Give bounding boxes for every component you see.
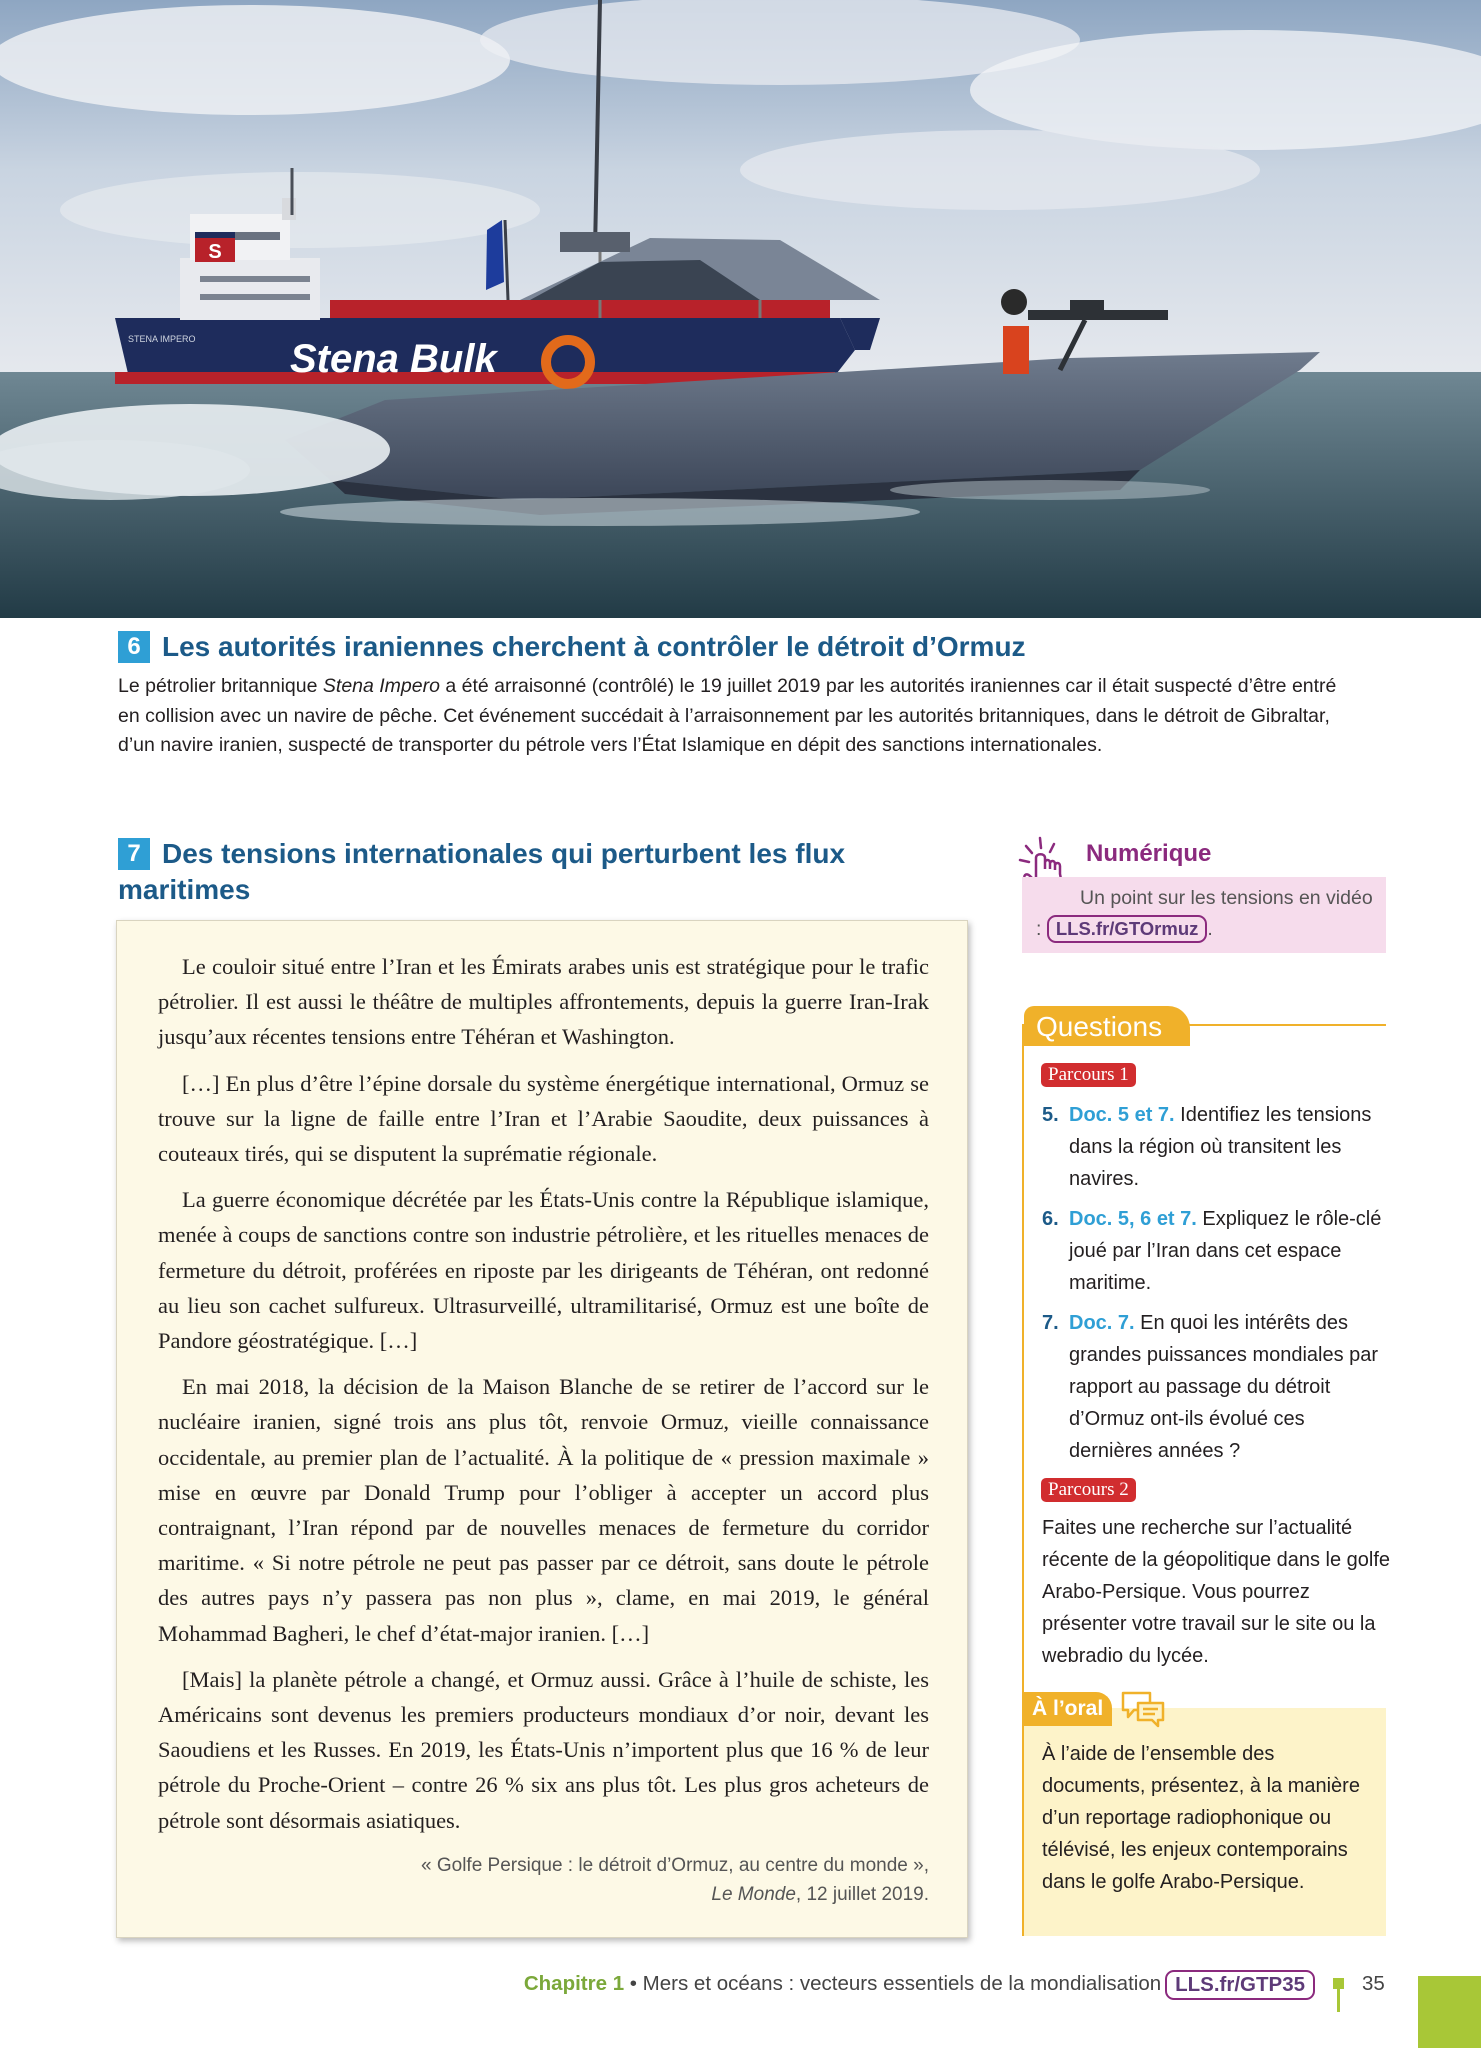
doc6-caption <box>118 672 1348 761</box>
page-footer <box>0 1964 1481 2004</box>
questions-top-border <box>1180 1024 1386 1026</box>
parcours-2-text: Faites une recherche sur l’actualité récente de la géopolitique dans le golfe Arabo-Persique. Vous pourrez présenter votre travail sur le site ou la webradio du lycée. <box>1042 1517 1391 1667</box>
doc6-caption-end: a été arraisonné (contrôlé) le 19 juillet 2019 par les autorités iraniennes car il était suspecté d’être entré en collision avec un navire de pêche. Cet événement succédait à l’arraisonnement par les autorités britanniques, dans le détroit de Gibraltar, d’un navire iranien, suspecté de transporter du pétrole vers l’État Islamique en dépit des sanctions internationales. <box>118 675 1337 756</box>
page-corner-tab <box>1418 1976 1481 2048</box>
footer-marker-line <box>1337 1989 1340 2012</box>
doc7-heading <box>118 836 918 908</box>
doc6-caption-ship-name: Stena Impero <box>322 675 440 697</box>
hero-photo <box>0 0 1481 618</box>
article-paragraph: En mai 2018, la décision de la Maison Blanche de se retirer de l’accord sur le nucléaire iranien, signé trois ans plus tôt, renvoie Ormuz, vieille connaissance occidentale, au premier plan de l’actualité. À la politique de « pression maximale » mise en œuvre par Donald Trump pour l’obliger à accepter un accord plus contraignant, l’Iran répond par de nouvelles menaces de fermeture du corridor maritime. « Si notre pétrole ne peut pas passer par ce détroit, sans doute le pétrole des autres pays n’y passera pas non plus », clame, en mai 2019, le général Mohammad Bagheri, le chef d’état-major iranien. […] <box>158 1374 929 1646</box>
numerique-sentence: Un point sur les tensions en vidéo : <box>1036 887 1373 940</box>
footer-marker <box>1333 1978 1344 1989</box>
source-publication <box>421 1880 929 1909</box>
footer-link[interactable]: LLS.fr/GTP35 <box>1165 1970 1315 2000</box>
question-item <box>1042 1307 1387 1467</box>
video-link[interactable]: LLS.fr/GTOrmuz <box>1047 915 1208 943</box>
doc6-title: Les autorités iraniennes cherchent à contrôler le détroit d’Ormuz <box>162 631 1026 662</box>
questions-list <box>1042 1099 1387 1475</box>
oral-tab: À l’oral <box>1024 1692 1112 1726</box>
doc6-number-badge: 6 <box>118 631 150 663</box>
article-paragraph: La guerre économique décrétée par les États-Unis contre la République islamique, menée à coups de sanctions contre son industrie pétrolière, et les rituelles menaces de fermeture du détroit, proférées en riposte par les dirigeants de Téhéran, ont redonné au lieu son cachet sulfureux. Ultrasurveillé, ultramilitarisé, Ormuz est une boîte de Pandore géostratégique. […] <box>158 1187 929 1354</box>
footer-chapter-line <box>524 1964 1315 2004</box>
question-doc-ref: Doc. 7. <box>1069 1312 1135 1334</box>
question-item <box>1042 1099 1387 1195</box>
question-number: 7. <box>1042 1312 1059 1334</box>
numerique-text <box>1036 883 1381 945</box>
source-journal: Le Monde <box>711 1884 796 1905</box>
speech-bubbles-icon <box>1120 1690 1166 1728</box>
parcours-1-badge: Parcours 1 <box>1041 1063 1136 1087</box>
doc6-caption-start: Le pétrolier britannique <box>118 675 323 697</box>
tanker-and-patrol-boat-image <box>0 0 1481 618</box>
doc7-title: Des tensions internationales qui perturbent les flux maritimes <box>118 838 846 905</box>
question-item <box>1042 1203 1387 1299</box>
tanker-hull-name: STENA IMPERO <box>128 334 196 344</box>
questions-tab: Questions <box>1024 1006 1190 1046</box>
question-text: Identifiez les tensions dans la région où transitent les navires. <box>1069 1104 1372 1190</box>
question-doc-ref: Doc. 5, 6 et 7. <box>1069 1208 1197 1230</box>
source-title: « Golfe Persique : le détroit d’Ormuz, au centre du monde », <box>421 1855 929 1876</box>
footer-separator: • <box>624 1972 643 1995</box>
doc6-heading <box>118 630 1368 664</box>
question-doc-ref: Doc. 5 et 7. <box>1069 1104 1175 1126</box>
question-number: 5. <box>1042 1104 1059 1126</box>
article-paragraph: [Mais] la planète pétrole a changé, et Ormuz aussi. Grâce à l’huile de schiste, les Américains sont devenus les premiers producteurs mondiaux d’or noir, devant les Saoudiens et les Russes. En 2019, les États-Unis n’importent plus que 16 % de leur pétrole du Proche-Orient – contre 26 % six ans plus tôt. Les plus gros acheteurs de pétrole sont désormais asiatiques. <box>158 1666 929 1833</box>
page-number: 35 <box>1362 1972 1385 1995</box>
numerique-title: Numérique <box>1086 840 1212 867</box>
doc7-article-box <box>116 920 968 1938</box>
oral-text: À l’aide de l’ensemble des documents, présentez, à la manière d’un reportage radiophonique ou télévisé, les enjeux contemporains dans le golfe Arabo-Persique. <box>1042 1743 1360 1893</box>
question-text: En quoi les intérêts des grandes puissances mondiales par rapport au passage du détroit d’Ormuz ont-ils évolué ces dernières années ? <box>1069 1312 1379 1462</box>
funnel-letter: S <box>208 241 222 263</box>
article-paragraph: Le couloir situé entre l’Iran et les Émirats arabes unis est stratégique pour le trafic pétrolier. Il est aussi le théâtre de multiples affrontements, depuis la guerre Iran-Irak jusqu’aux récentes tensions entre Téhéran et Washington. <box>158 954 929 1050</box>
numerique-end: . <box>1207 918 1213 940</box>
source-date: , 12 juillet 2019. <box>795 1884 929 1905</box>
parcours-2-badge: Parcours 2 <box>1041 1478 1136 1502</box>
footer-chapter-title: Mers et océans : vecteurs essentiels de la mondialisation <box>642 1972 1162 1995</box>
footer-chapter: Chapitre 1 <box>523 1972 625 1995</box>
article-source <box>421 1851 929 1909</box>
question-number: 6. <box>1042 1208 1059 1230</box>
article-paragraph: […] En plus d’être l’épine dorsale du système énergétique international, Ormuz se trouve sur la ligne de faille entre l’Iran et l’Arabie Saoudite, deux puissances à couteaux tirés, qui se disputent la suprématie régionale. <box>158 1070 929 1167</box>
tanker-brand: Stena Bulk <box>290 337 497 381</box>
question-text: Expliquez le rôle-clé joué par l’Iran dans cet espace maritime. <box>1069 1208 1382 1294</box>
doc7-number-badge: 7 <box>118 838 150 870</box>
